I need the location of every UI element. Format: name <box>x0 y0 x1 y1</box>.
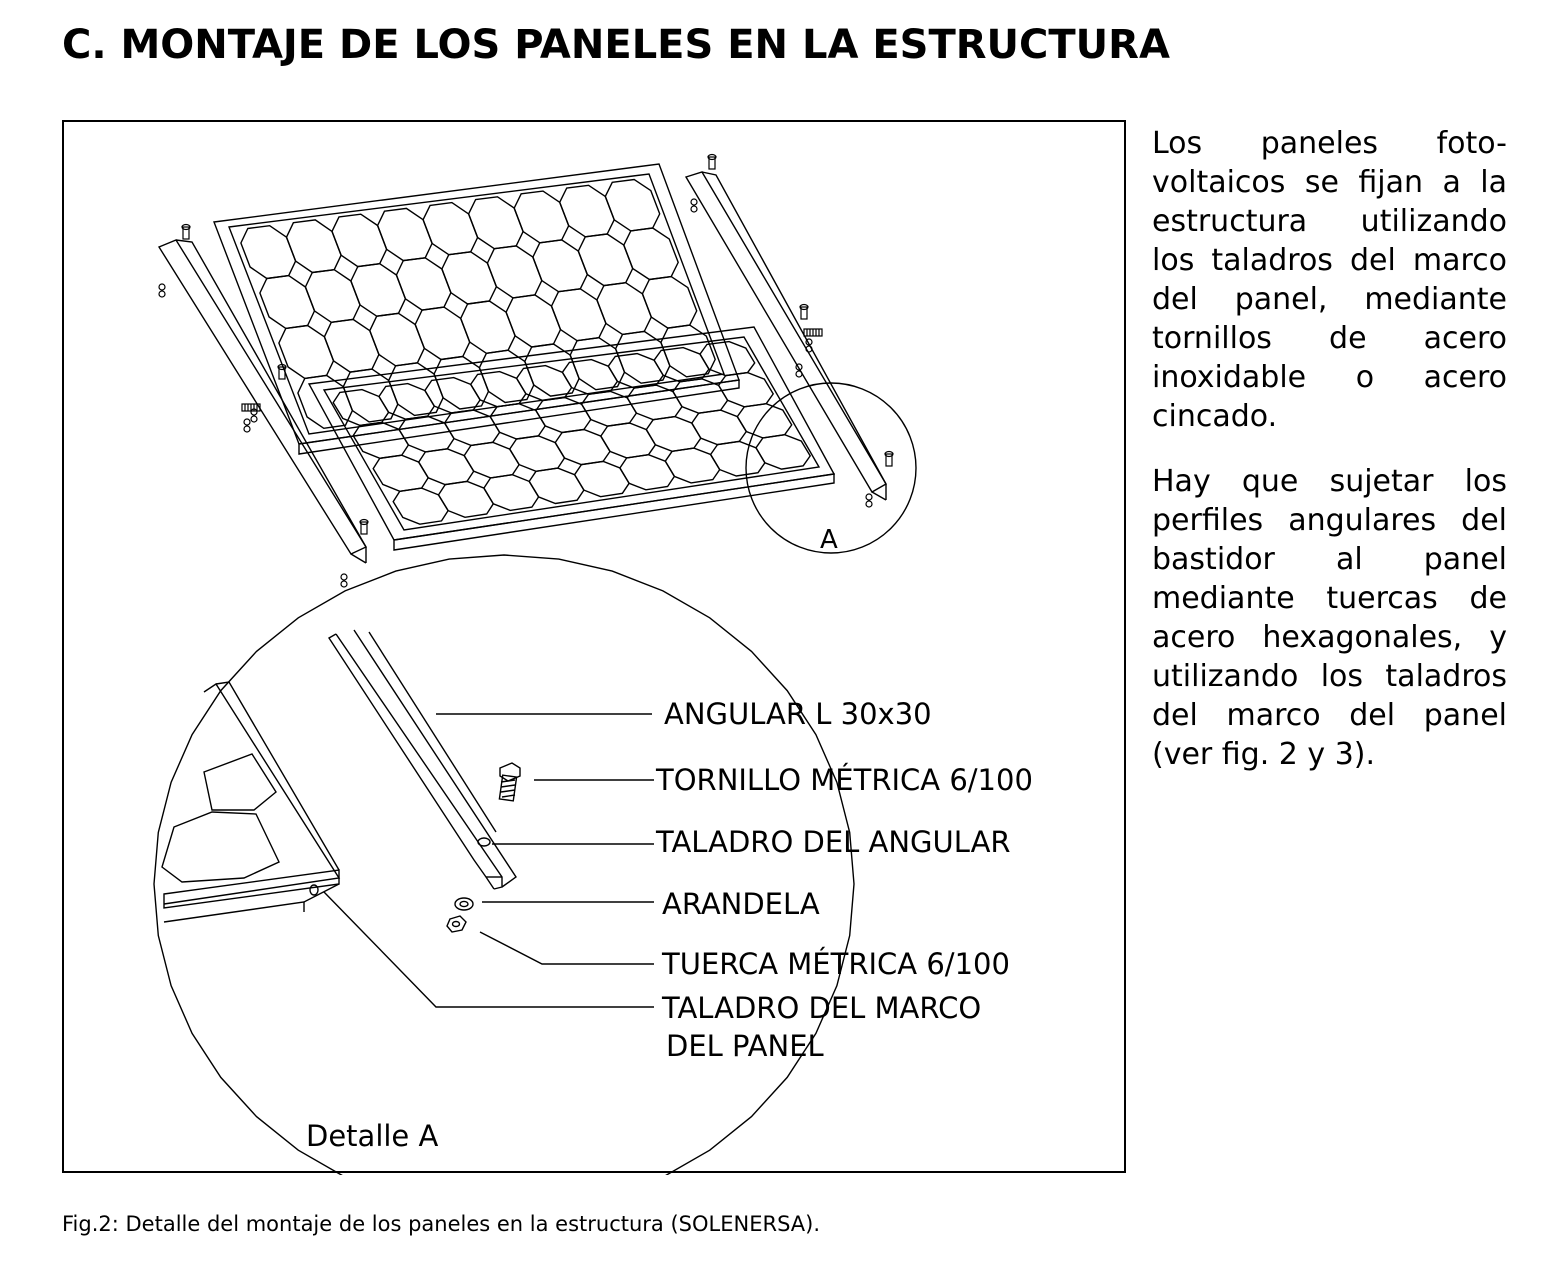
detail-a-magnified-view <box>154 555 854 1175</box>
section-heading: C. MONTAJE DE LOS PANELES EN LA ESTRUCTURA <box>62 22 1170 68</box>
callout-taladro-marco-line1: TALADRO DEL MARCO <box>662 991 982 1025</box>
leader-lines <box>324 714 654 1007</box>
right-angle-profile <box>686 172 886 500</box>
upper-solar-panel <box>214 164 739 454</box>
callout-angular: ANGULAR L 30x30 <box>664 697 932 731</box>
callout-arandela: ARANDELA <box>662 887 820 921</box>
body-paragraph-2: Hay que sujetar los perfiles angulares del bastidor al panel mediante tuercas de acero hexagonales, y utilizando los taladros del marco del panel (ver fig. 2 y 3). <box>1152 464 1507 772</box>
bolt-detail <box>499 763 520 801</box>
washer-detail <box>455 898 473 910</box>
callout-taladro-angular: TALADRO DEL ANGULAR <box>656 825 1011 859</box>
figure-caption: Fig.2: Detalle del montaje de los paneles en la estructura (SOLENERSA). <box>62 1212 821 1236</box>
callout-tornillo: TORNILLO MÉTRICA 6/100 <box>656 763 1033 797</box>
body-paragraph-1: Los paneles foto-voltaicos se fijan a la estructura utilizando los taladros del marco del panel, mediante tornillos de acero inoxidable o acero cincado. <box>1152 126 1507 434</box>
callout-tuerca: TUERCA MÉTRICA 6/100 <box>662 947 1010 981</box>
assembly-figure <box>62 120 1126 1173</box>
detail-a-title: Detalle A <box>306 1119 439 1153</box>
detail-a-marker: A <box>820 525 838 555</box>
body-text <box>1152 124 1507 800</box>
nut-detail <box>447 916 466 932</box>
assembly-drawing <box>64 122 1128 1175</box>
callout-taladro-marco-line2: DEL PANEL <box>666 1029 824 1063</box>
